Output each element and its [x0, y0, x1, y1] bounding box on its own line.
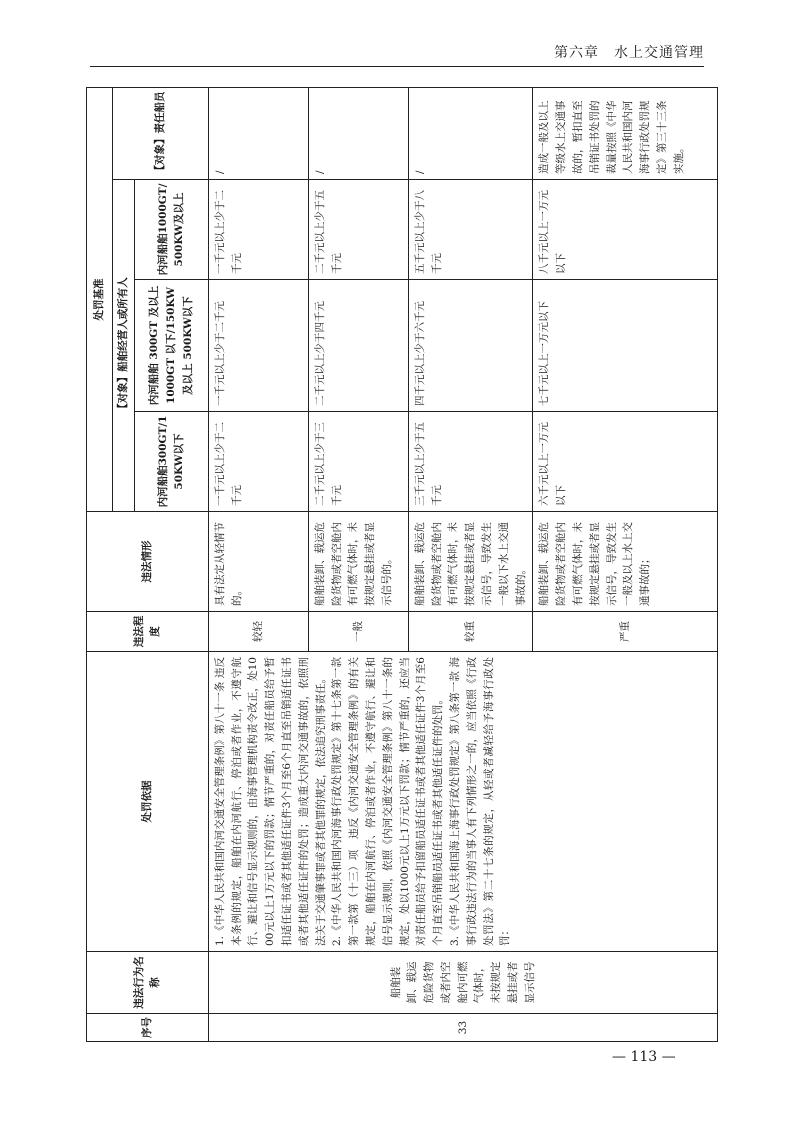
level-degree: 严重 — [533, 612, 718, 652]
level-circumstance: 船舶装卸、载运危险货物或者空舱内有可燃气体时，未按规定悬挂或者显示信号，导致发生一般以下水上交通事故的。 — [408, 512, 533, 612]
row-seq: 33 — [208, 1014, 718, 1042]
header-degree: 违法程度 — [87, 612, 209, 652]
level-crew: / — [308, 88, 408, 180]
rotated-table-wrapper — [86, 88, 706, 1042]
level-fine-large: 二千元以上少于五千元 — [308, 180, 408, 280]
level-degree: 较重 — [408, 612, 533, 652]
level-fine-mid: 七千元以上一万元以下 — [533, 280, 718, 412]
level-fine-mid: 二千元以上少于四千元 — [308, 280, 408, 412]
level-crew: / — [208, 88, 308, 180]
header-owner-group: 【对象】船舶经营人或所有人 — [113, 180, 135, 512]
header-seq: 序号 — [87, 1014, 209, 1042]
header-col-small: 内河船舶300GT/150KW以下 — [134, 412, 208, 512]
penalty-standard-table — [86, 87, 718, 1042]
level-crew: / — [408, 88, 533, 180]
level-fine-small: 三千元以上少于五千元 — [408, 412, 533, 512]
level-fine-small: 六千元以上一万元以下 — [533, 412, 718, 512]
header-crew-group: 【对象】责任船员 — [113, 88, 209, 180]
level-fine-large: 八千元以上一万元以下 — [533, 180, 718, 280]
header-col-mid: 内河船舶 300GT 及以上 1000GT 以下/150KW 及以上 500KW以下 — [134, 280, 208, 412]
header-circumstance: 违法情形 — [87, 512, 209, 612]
level-circumstance: 船舶装卸、载运危险货物或者空舱内有可燃气体时，未按规定悬挂或者显示信号，导致发生一般及以上水上交通事故的； — [533, 512, 718, 612]
page-number: — 113 — — [612, 1049, 676, 1065]
basis-item-2: 2.《中华人民共和国内河海事行政处罚规定》第十七条第一款第一款第（十三）项 违反《内河交通安全管理条例》的有关规定，船舶在内河航行、停泊或者作业，不遵守航行、避让和信号显示规则，依照《内河交通安全管理条例》第八十一条的规定，处以1000元以上1万元以下罚款；情节严重的，还应当对责任船员给予扣留船员适任证书或者其他适任证件3个月至6个月直至吊销船员适任证书或者其他适任证件的处罚。 — [331, 657, 445, 946]
level-fine-large: 一千元以上少于二千元 — [208, 180, 308, 280]
level-fine-mid: 一千元以上少于二千元 — [208, 280, 308, 412]
header-name: 违法行为名称 — [87, 952, 209, 1014]
level-degree: 较轻 — [208, 612, 308, 652]
row-basis — [208, 652, 718, 952]
level-circumstance: 具有法定从轻情节的。 — [208, 512, 308, 612]
level-crew: 造成一般及以上等级水上交通事故的，暂扣直至吊销证书处罚的裁量按照《中华人民共和国内河海事行政处罚规定》第三十三条实施。 — [533, 88, 718, 180]
header-standard: 处罚基准 — [87, 88, 113, 512]
header-col-large: 内河船舶1000GT/500KW及以上 — [134, 180, 208, 280]
level-fine-small: 二千元以上少于三千元 — [308, 412, 408, 512]
level-fine-small: 一千元以上少于二千元 — [208, 412, 308, 512]
header-basis: 处罚依据 — [87, 652, 209, 952]
level-fine-mid: 四千元以上少于六千元 — [408, 280, 533, 412]
chapter-title: 第六章 水上交通管理 — [554, 45, 704, 61]
basis-item-1: 1.《中华人民共和国内河交通安全管理条例》第八十一条 违反本条例的规定，船舶在内河航行、停泊或者作业，不遵守航行、避让和信号显示规则的，由海事管理机构责令改正，处1000元以上1万元以下的罚款；情节严重的，对责任船员给予暂扣适任证书或者其他适任证件3个月至6个月直至吊销适任证书或者其他适任证件的处罚；造成重大内河交通事故的，依照刑法关于交通肇事罪或者其他罪的规定，依法追究刑事责任。 — [213, 657, 327, 946]
row-name: 船舶装卸、载运危险货物或者内空舱内可燃气体时，未按规定悬挂或者显示信号 — [208, 952, 718, 1014]
level-circumstance: 船舶装卸、载运危险货物或者空舱内有可燃气体时，未按规定悬挂或者显示信号的。 — [308, 512, 408, 612]
page-header — [90, 38, 704, 67]
basis-item-3: 3.《中华人民共和国海上海事行政处罚规定》第八条第一款 海事行政违法行为的当事人有下列情形之一的，应当依照《行政处罚法》第二十七条的规定，从轻或者减轻给予海事行政处罚： — [448, 657, 512, 946]
level-fine-large: 五千元以上少于八千元 — [408, 180, 533, 280]
level-degree: 一般 — [308, 612, 408, 652]
